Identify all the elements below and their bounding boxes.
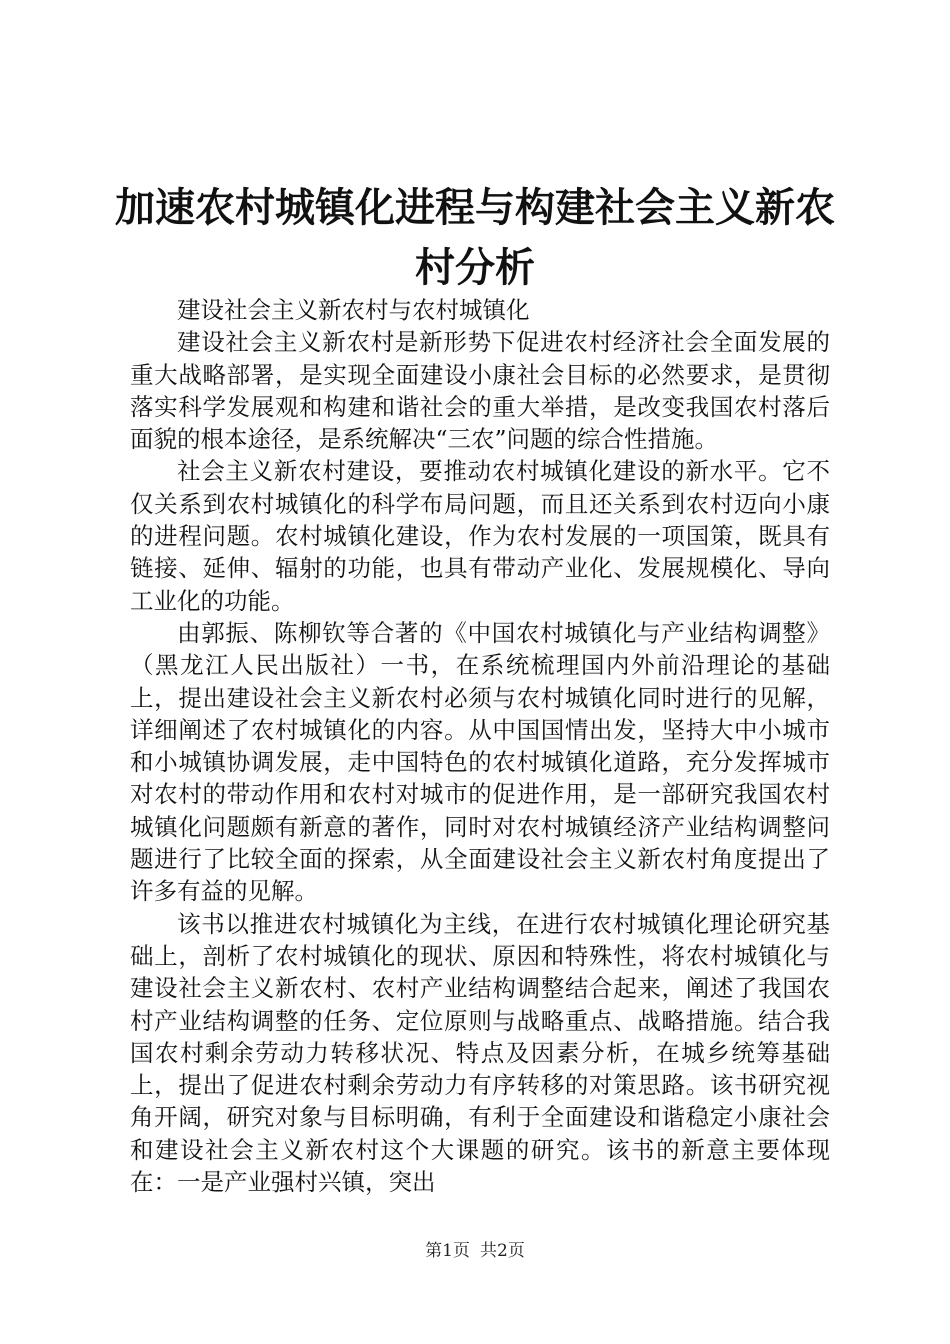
page-footer: [0, 1239, 950, 1263]
document-body: [130, 294, 830, 1198]
paragraph: 该书以推进农村城镇化为主线，在进行农村城镇化理论研究基础上，剖析了农村城镇化的现状、原因和特殊性，将农村城镇化与建设社会主义新农村、农村产业结构调整结合起来，阐述了我国农村产业结构调整的任务、定位原则与战略重点、战略措施。结合我国农村剩余劳动力转移状况、特点及因素分析，在城乡统筹基础上，提出了促进农村剩余劳动力有序转移的对策思路。该书研究视角开阔，研究对象与目标明确，有利于全面建设和谐稳定小康社会和建设社会主义新农村这个大课题的研究。该书的新意主要体现在：一是产业强村兴镇，突出: [130, 909, 830, 1197]
paragraph: 建设社会主义新农村是新形势下促进农村经济社会全面发展的重大战略部署，是实现全面建设小康社会目标的必然要求，是贯彻落实科学发展观和构建和谐社会的重大举措，是改变我国农村落后面貌的根本途径，是系统解决“三农”问题的综合性措施。: [130, 328, 830, 454]
paragraph: 社会主义新农村建设，要推动农村城镇化建设的新水平。它不仅关系到农村城镇化的科学布局问题，而且还关系到农村迈向小康的进程问题。农村城镇化建设，作为农村发展的一项国策，既具有链接、延伸、辐射的功能，也具有带动产业化、发展规模化、导向工业化的功能。: [130, 457, 830, 615]
section-subtitle: 建设社会主义新农村与农村城镇化: [177, 296, 530, 324]
page-number: 第1页: [425, 1241, 470, 1261]
paragraph: 由郭振、陈柳钦等合著的《中国农村城镇化与产业结构调整》（黑龙江人民出版社）一书，在系统梳理国内外前沿理论的基础上，提出建设社会主义新农村必须与农村城镇化同时进行的见解，详细阐述了农村城镇化的内容。从中国国情出发，坚持大中小城市和小城镇协调发展，走中国特色的农村城镇化道路，充分发挥城市对农村的带动作用和农村对城市的促进作用，是一部研究我国农村城镇化问题颇有新意的著作，同时对农村城镇经济产业结构调整问题进行了比较全面的探索，从全面建设社会主义新农村角度提出了许多有益的见解。: [130, 618, 830, 906]
document-title: 加速农村城镇化进程与构建社会主义新农村分析: [115, 184, 835, 291]
page-total: 共2页: [480, 1241, 525, 1261]
